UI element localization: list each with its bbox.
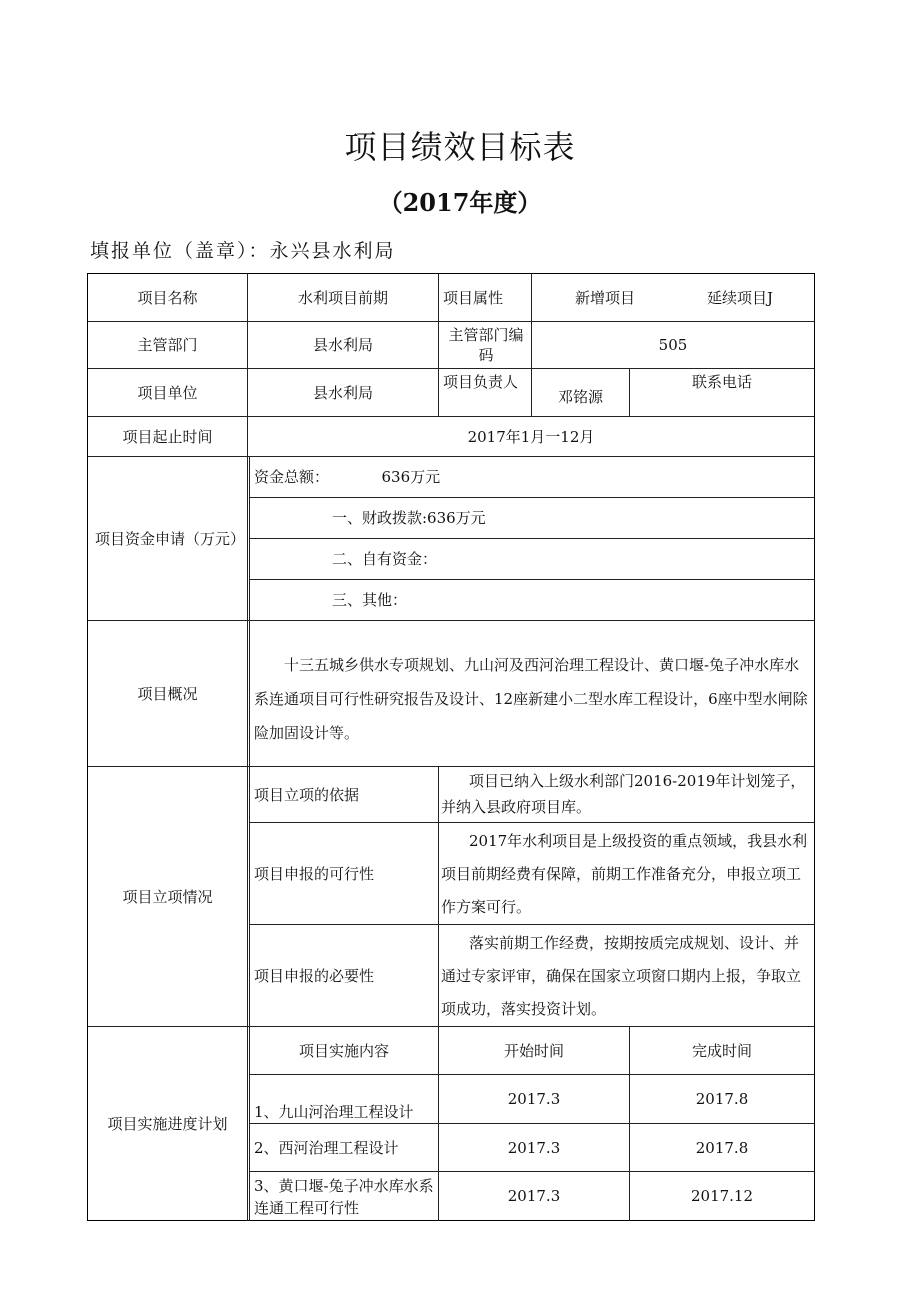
overview-label: 项目概况 — [137, 684, 198, 703]
schedule-row-start: 2017.3 — [507, 1138, 561, 1157]
schedule-header-start: 开始时间 — [503, 1041, 564, 1060]
schedule-row-content: 1、九山河治理工程设计 — [254, 1103, 414, 1121]
leader-label: 项目负责人 — [443, 373, 519, 391]
period-value: 2017年1月一12月 — [467, 427, 595, 446]
necessity-text: 落实前期工作经费，按期按质完成规划、设计、并通过专家评审，确保在国家立项窗口期内上报，争取立项成功，落实投资计划。 — [441, 934, 802, 1018]
schedule-row-end: 2017.8 — [695, 1090, 749, 1108]
project-attr-continue: 延续项目J — [706, 288, 773, 307]
funds-label: 项目资金申请（万元） — [95, 529, 246, 548]
project-attr-label: 项目属性 — [443, 288, 504, 307]
dept-code-label: 主管部门编码 — [448, 326, 524, 364]
document-title: 项目绩效目标表 — [344, 128, 576, 166]
schedule-row-content: 2、西河治理工程设计 — [254, 1138, 399, 1157]
schedule-row-end: 2017.12 — [690, 1187, 754, 1205]
period-label: 项目起止时间 — [122, 427, 213, 446]
project-attr-new: 新增项目 — [574, 288, 635, 307]
unit-label: 项目单位 — [137, 383, 198, 402]
unit-value: 县水利局 — [312, 383, 373, 402]
dept-value: 县水利局 — [312, 336, 373, 354]
basis-text: 项目已纳入上级水利部门2016-2019年计划笼子，并纳入县政府项目库。 — [441, 772, 806, 816]
overview-text: 十三五城乡供水专项规划、九山河及西河治理工程设计、黄口堰-兔子冲水库水系连通项目可行性研究报告及设计、12座新建小二型水库工程设计，6座中型水闸除险加固设计等。 — [254, 656, 808, 742]
document-subtitle: （2017年度） — [378, 188, 542, 217]
necessity-label: 项目申报的必要性 — [254, 966, 375, 985]
schedule-row-start: 2017.3 — [507, 1090, 561, 1108]
funds-own: 二、自有资金： — [332, 550, 438, 568]
reporting-unit: 填报单位（盖章）：永兴县水利局 — [90, 240, 396, 262]
dept-code-value: 505 — [658, 336, 688, 354]
schedule-header-end: 完成时间 — [691, 1041, 752, 1060]
funds-total: 资金总额： 636万元 — [254, 468, 441, 486]
feasibility-text: 2017年水利项目是上级投资的重点领域，我县水利项目前期经费有保障，前期工作准备充分，申报立项工作方案可行。 — [441, 832, 808, 916]
phone-label: 联系电话 — [691, 373, 752, 391]
establish-label: 项目立项情况 — [122, 887, 213, 906]
funds-fiscal: 一、财政拨款:636万元 — [332, 509, 486, 527]
project-name-label: 项目名称 — [137, 288, 198, 307]
schedule-row-content: 3、黄口堰-兔子冲水库水系连通工程可行性 — [254, 1176, 434, 1217]
leader-value: 邓铭源 — [557, 388, 603, 406]
schedule-row-end: 2017.8 — [695, 1138, 749, 1157]
schedule-row-start: 2017.3 — [507, 1187, 561, 1205]
project-name-value: 水利项目前期 — [297, 288, 388, 307]
basis-label: 项目立项的依据 — [254, 785, 360, 804]
funds-other: 三、其他： — [332, 591, 408, 609]
feasibility-label: 项目申报的可行性 — [254, 864, 375, 883]
schedule-header-content: 项目实施内容 — [298, 1041, 389, 1060]
dept-label: 主管部门 — [137, 336, 198, 354]
schedule-label: 项目实施进度计划 — [107, 1114, 228, 1133]
